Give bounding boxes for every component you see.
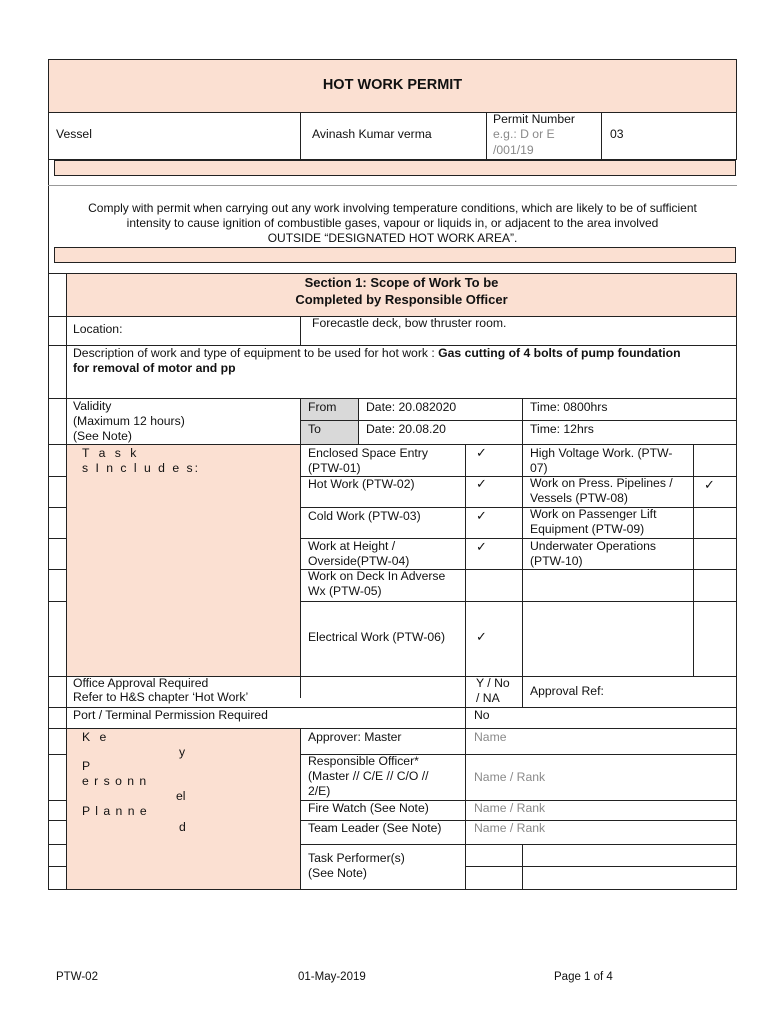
section1-title-line-2: Completed by Responsible Officer (295, 292, 508, 307)
key-personnel-label-ke: K e (82, 730, 110, 744)
intro-spacer-bar (54, 247, 736, 263)
task-ptw-10-label-2: (PTW-10) (530, 554, 583, 568)
page-title: HOT WORK PERMIT (322, 77, 463, 93)
task-ptw-05-label: Work on Deck In Adverse (308, 569, 446, 583)
intro-line-1: Comply with permit when carrying out any work involving temperature conditions, which are likely to be of sufficient (88, 201, 697, 215)
office-approval-label: Office Approval Required (73, 676, 209, 690)
office-approval-yn (476, 676, 510, 706)
task-ptw-04 (308, 539, 409, 569)
key-personnel-label-p: P (82, 759, 91, 773)
task-performer-label-1: Task Performer(s) (308, 851, 405, 865)
tasks-label-2: s I n c l u d e s: (82, 461, 200, 475)
responsible-officer-label-2: (Master // C/E // C/O // (308, 769, 429, 783)
team-leader-label: Team Leader (See Note) (308, 821, 442, 835)
responsible-officer-label (308, 754, 429, 799)
validity-label-2: (Maximum 12 hours) (73, 414, 185, 428)
tasks-label-1: T a s k (82, 446, 140, 460)
check-mark-icon: ✓ (704, 478, 715, 493)
task-ptw-05-label-2: Wx (PTW-05) (308, 584, 382, 598)
office-approval-ref: Refer to H&S chapter ‘Hot Work’ (73, 690, 249, 704)
task-performer-label-2: (See Note) (308, 866, 367, 880)
fire-watch-label: Fire Watch (See Note) (308, 801, 429, 815)
port-permission-label: Port / Terminal Permission Required (73, 708, 268, 722)
intro-line-3: OUTSIDE “DESIGNATED HOT WORK AREA”. (267, 231, 518, 245)
footer-page-number: Page 1 of 4 (554, 971, 613, 983)
to-time: Time: 12hrs (530, 422, 594, 436)
responsible-officer-label-3: 2/E) (308, 784, 331, 798)
key-personnel-label-el: el (176, 789, 186, 803)
intro-text (48, 201, 737, 246)
to-label: To (308, 422, 321, 436)
from-date: Date: 20.082020 (366, 400, 457, 414)
permit-number-value: 03 (610, 127, 624, 141)
vessel-name: Avinash Kumar verma (312, 127, 432, 141)
office-approval-yn-2: / NA (476, 691, 500, 705)
task-ptw-06: Electrical Work (PTW-06) (308, 630, 446, 644)
task-ptw-10 (530, 539, 656, 569)
description-label: Description of work and type of equipment to be used for hot work : (73, 346, 439, 360)
work-description (73, 346, 733, 376)
intro-line-2: intensity to cause ignition of combustible gases, vapour or liquids in, or adjacent to the area involved (126, 216, 659, 230)
responsible-officer-label-1: Responsible Officer* (308, 754, 419, 768)
task-ptw-04-label-2: Overside(PTW-04) (308, 554, 410, 568)
tasks-label-cell (67, 445, 300, 676)
check-mark-icon: ✓ (476, 540, 487, 555)
permit-number-hint: e.g.: D or E (493, 127, 555, 141)
check-mark-icon: ✓ (476, 477, 487, 492)
approval-ref-label: Approval Ref: (530, 684, 604, 698)
task-ptw-09 (530, 507, 656, 537)
description-value: Gas cutting of 4 bolts of pump foundation (438, 346, 681, 360)
office-approval-yn-1: Y / No (476, 676, 510, 690)
task-ptw-01 (308, 446, 428, 476)
task-ptw-01-label-2: (PTW-01) (308, 461, 361, 475)
approver-name-field[interactable]: Name (474, 730, 507, 744)
task-ptw-08 (530, 476, 673, 506)
task-ptw-09-label-2: Equipment (PTW-09) (530, 522, 645, 536)
key-personnel-label-erson: e r s o n n (82, 774, 148, 788)
key-personnel-label-planne: P l a n n e (82, 804, 148, 818)
section1-title-line-1: Section 1: Scope of Work To be (304, 275, 499, 290)
location-value: Forecastle deck, bow thruster room. (312, 316, 507, 330)
fire-watch-field[interactable]: Name / Rank (474, 801, 546, 815)
from-time: Time: 0800hrs (530, 400, 608, 414)
from-label: From (308, 400, 337, 414)
check-mark-icon: ✓ (476, 509, 487, 524)
check-mark-icon: ✓ (476, 630, 487, 645)
header-spacer-bar (54, 160, 736, 176)
responsible-officer-field[interactable]: Name / Rank (474, 770, 546, 784)
task-ptw-07-label-2: 07) (530, 461, 548, 475)
section1-title (66, 274, 737, 308)
to-date: Date: 20.08.20 (366, 422, 446, 436)
task-ptw-10-label: Underwater Operations (530, 539, 656, 553)
approver-label: Approver: Master (308, 730, 402, 744)
task-ptw-07-label: High Voltage Work. (PTW- (530, 446, 673, 460)
vessel-label: Vessel (56, 127, 92, 141)
footer-date: 01-May-2019 (298, 971, 366, 983)
task-ptw-05 (308, 569, 445, 599)
task-ptw-08-label-2: Vessels (PTW-08) (530, 491, 628, 505)
task-ptw-08-label: Work on Press. Pipelines / (530, 476, 673, 490)
task-ptw-01-label: Enclosed Space Entry (308, 446, 428, 460)
validity-label-3: (See Note) (73, 429, 132, 443)
key-personnel-label-y: y (179, 745, 186, 759)
task-ptw-02: Hot Work (PTW-02) (308, 477, 415, 491)
check-mark-icon: ✓ (476, 446, 487, 461)
tasks-label (82, 446, 200, 476)
location-label: Location: (73, 322, 123, 336)
permit-number-hint-2: /001/19 (493, 143, 534, 157)
port-permission-value: No (474, 708, 490, 722)
task-ptw-04-label: Work at Height / (308, 539, 396, 553)
task-ptw-09-label: Work on Passenger Lift (530, 507, 657, 521)
task-ptw-07 (530, 446, 672, 476)
footer-form-code: PTW-02 (56, 971, 98, 983)
team-leader-field[interactable]: Name / Rank (474, 821, 546, 835)
description-value-2: for removal of motor and pp (73, 361, 236, 375)
key-personnel-label-d: d (179, 820, 186, 834)
task-performer-label (308, 851, 405, 881)
permit-number-label: Permit Number (493, 112, 575, 126)
validity-label-1: Validity (73, 399, 112, 413)
task-ptw-03: Cold Work (PTW-03) (308, 509, 421, 523)
validity-label (73, 399, 185, 444)
